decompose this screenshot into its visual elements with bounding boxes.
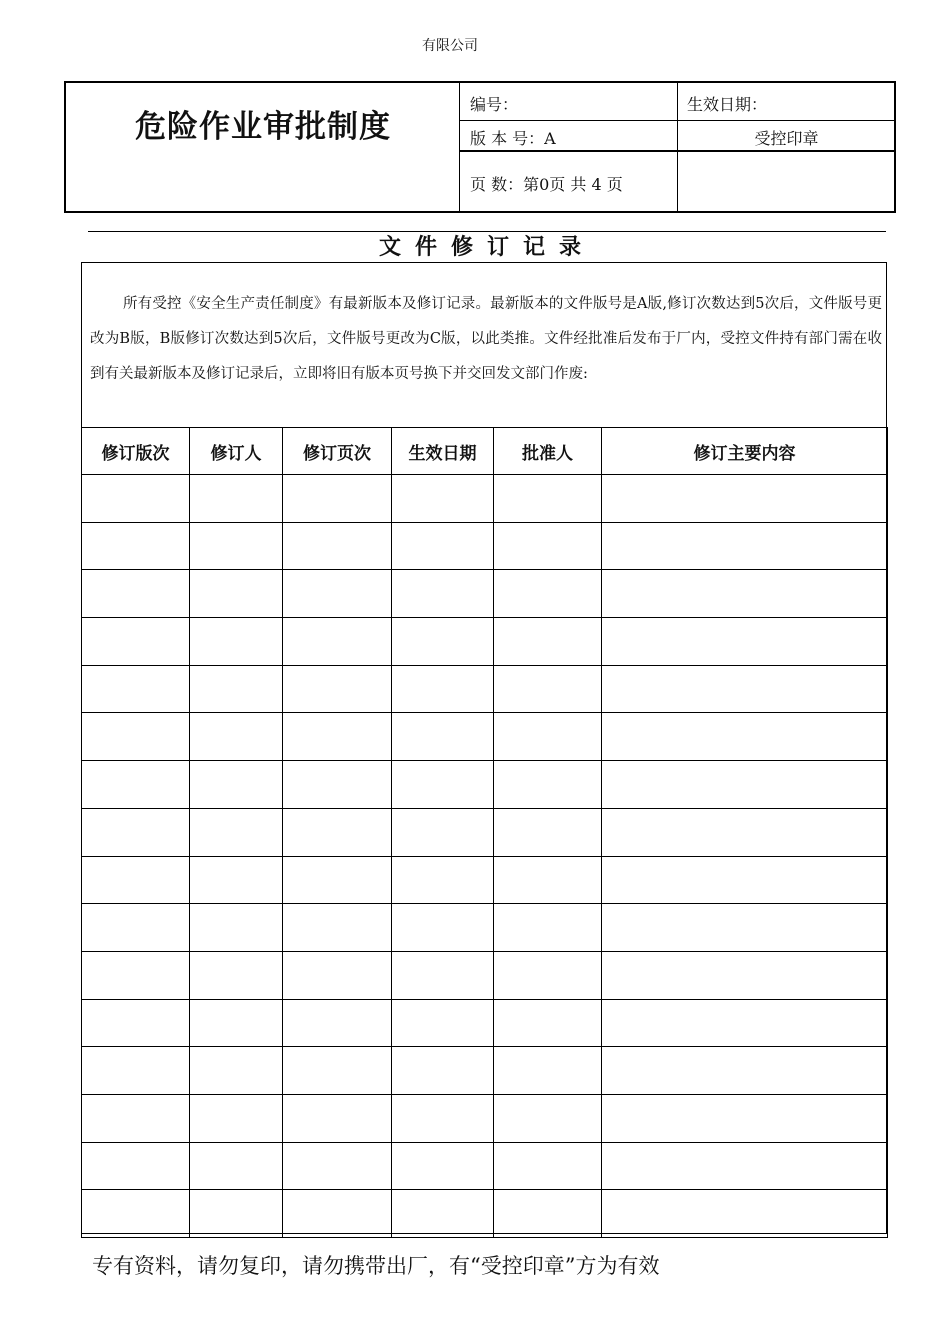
table-cell xyxy=(82,1142,190,1190)
table-cell xyxy=(392,1142,494,1190)
table-cell xyxy=(392,999,494,1047)
table-row xyxy=(82,904,888,952)
table-cell xyxy=(190,904,283,952)
table-cell xyxy=(602,904,888,952)
table-cell xyxy=(602,1047,888,1095)
table-cell xyxy=(283,761,392,809)
table-cell xyxy=(494,618,602,666)
table-cell xyxy=(190,665,283,713)
column-header-pages: 修订页次 xyxy=(283,428,392,475)
document-number-label: 编号： xyxy=(470,95,519,114)
table-cell xyxy=(82,808,190,856)
table-row xyxy=(82,808,888,856)
table-cell xyxy=(283,904,392,952)
document-title: 危险作业审批制度 xyxy=(135,109,391,145)
version-label: 版 本 号：A xyxy=(470,129,556,148)
table-cell xyxy=(283,1142,392,1190)
table-cell xyxy=(392,475,494,523)
table-row xyxy=(82,1190,888,1238)
table-row xyxy=(82,856,888,904)
table-row xyxy=(82,1047,888,1095)
table-cell xyxy=(82,618,190,666)
table-cell xyxy=(82,665,190,713)
revision-record-box xyxy=(81,262,887,1234)
company-name: 有限公司 xyxy=(422,38,478,54)
table-cell xyxy=(494,1047,602,1095)
table-cell xyxy=(494,1094,602,1142)
column-header-reviser: 修订人 xyxy=(190,428,283,475)
table-row xyxy=(82,522,888,570)
table-cell xyxy=(494,808,602,856)
table-cell xyxy=(392,570,494,618)
table-cell xyxy=(602,856,888,904)
table-cell xyxy=(190,1142,283,1190)
table-cell xyxy=(494,1142,602,1190)
column-header-content: 修订主要内容 xyxy=(602,428,888,475)
table-cell xyxy=(283,475,392,523)
table-row xyxy=(82,999,888,1047)
table-cell xyxy=(494,951,602,999)
table-cell xyxy=(190,713,283,761)
table-row xyxy=(82,475,888,523)
table-cell xyxy=(602,1142,888,1190)
table-cell xyxy=(283,808,392,856)
table-cell xyxy=(602,808,888,856)
table-cell xyxy=(190,570,283,618)
table-row xyxy=(82,618,888,666)
header-divider xyxy=(459,83,460,211)
table-cell xyxy=(190,475,283,523)
table-cell xyxy=(283,999,392,1047)
table-cell xyxy=(82,761,190,809)
table-cell xyxy=(190,951,283,999)
table-cell xyxy=(283,951,392,999)
table-cell xyxy=(392,522,494,570)
table-cell xyxy=(494,904,602,952)
table-cell xyxy=(392,904,494,952)
table-cell xyxy=(392,1094,494,1142)
table-cell xyxy=(190,808,283,856)
table-cell xyxy=(392,761,494,809)
revision-table xyxy=(81,427,888,1238)
table-row xyxy=(82,713,888,761)
document-header xyxy=(64,81,896,213)
table-cell xyxy=(283,618,392,666)
table-row xyxy=(82,570,888,618)
table-row xyxy=(82,761,888,809)
table-cell xyxy=(494,761,602,809)
table-cell xyxy=(82,713,190,761)
table-cell xyxy=(494,1190,602,1238)
table-cell xyxy=(82,904,190,952)
column-header-version: 修订版次 xyxy=(82,428,190,475)
table-cell xyxy=(392,951,494,999)
table-cell xyxy=(82,570,190,618)
revision-table-body xyxy=(82,475,888,1238)
column-header-effective-date: 生效日期 xyxy=(392,428,494,475)
table-cell xyxy=(283,570,392,618)
table-cell xyxy=(494,856,602,904)
page-count-label: 页 数：第0页 共 4 页 xyxy=(470,175,623,194)
table-cell xyxy=(602,570,888,618)
effective-date-label: 生效日期： xyxy=(687,95,768,114)
table-cell xyxy=(392,1190,494,1238)
table-row xyxy=(82,1142,888,1190)
table-cell xyxy=(82,999,190,1047)
table-cell xyxy=(494,665,602,713)
revision-record-title: 文件修订记录 xyxy=(378,235,595,260)
table-cell xyxy=(82,1190,190,1238)
table-cell xyxy=(602,1190,888,1238)
table-cell xyxy=(494,475,602,523)
table-row xyxy=(82,665,888,713)
table-cell xyxy=(190,522,283,570)
controlled-stamp-label: 受控印章 xyxy=(754,129,819,148)
table-cell xyxy=(190,761,283,809)
table-cell xyxy=(602,713,888,761)
table-cell xyxy=(602,999,888,1047)
column-header-approver: 批准人 xyxy=(494,428,602,475)
table-cell xyxy=(82,1094,190,1142)
table-cell xyxy=(283,1047,392,1095)
table-cell xyxy=(602,665,888,713)
table-cell xyxy=(602,522,888,570)
table-cell xyxy=(494,522,602,570)
table-cell xyxy=(283,713,392,761)
table-cell xyxy=(82,856,190,904)
table-cell xyxy=(190,618,283,666)
table-cell xyxy=(602,1094,888,1142)
table-cell xyxy=(283,1190,392,1238)
table-cell xyxy=(392,1047,494,1095)
table-cell xyxy=(283,856,392,904)
table-cell xyxy=(283,665,392,713)
table-cell xyxy=(82,475,190,523)
table-cell xyxy=(392,618,494,666)
header-divider xyxy=(459,120,896,121)
table-cell xyxy=(392,665,494,713)
table-cell xyxy=(602,475,888,523)
table-row xyxy=(82,951,888,999)
table-cell xyxy=(82,951,190,999)
table-cell xyxy=(190,1094,283,1142)
table-cell xyxy=(190,999,283,1047)
table-cell xyxy=(602,761,888,809)
footer-notice: 专有资料，请勿复印，请勿携带出厂，有“受控印章”方为有效 xyxy=(92,1254,660,1278)
table-row xyxy=(82,1094,888,1142)
table-cell xyxy=(602,618,888,666)
table-cell xyxy=(283,1094,392,1142)
table-cell xyxy=(392,713,494,761)
revision-table-header-row xyxy=(82,428,888,475)
table-cell xyxy=(82,1047,190,1095)
table-cell xyxy=(190,856,283,904)
table-cell xyxy=(283,522,392,570)
table-cell xyxy=(602,951,888,999)
header-divider xyxy=(459,150,896,152)
table-cell xyxy=(190,1190,283,1238)
table-cell xyxy=(392,808,494,856)
table-cell xyxy=(392,856,494,904)
table-cell xyxy=(82,522,190,570)
table-cell xyxy=(494,713,602,761)
table-cell xyxy=(190,1047,283,1095)
table-cell xyxy=(494,570,602,618)
revision-intro-paragraph: 所有受控《安全生产责任制度》有最新版本及修订记录。最新版本的文件版号是A版,修订次数达到5次后，文件版号更改为B版，B版修订次数达到5次后，文件版号更改为C版，以此类推。文件经批准后发布于厂内，受控文件持有部门需在收到有关最新版本及修订记录后，立即将旧有版本页号换下并交回发文部门作废: xyxy=(90,296,882,382)
table-cell xyxy=(494,999,602,1047)
